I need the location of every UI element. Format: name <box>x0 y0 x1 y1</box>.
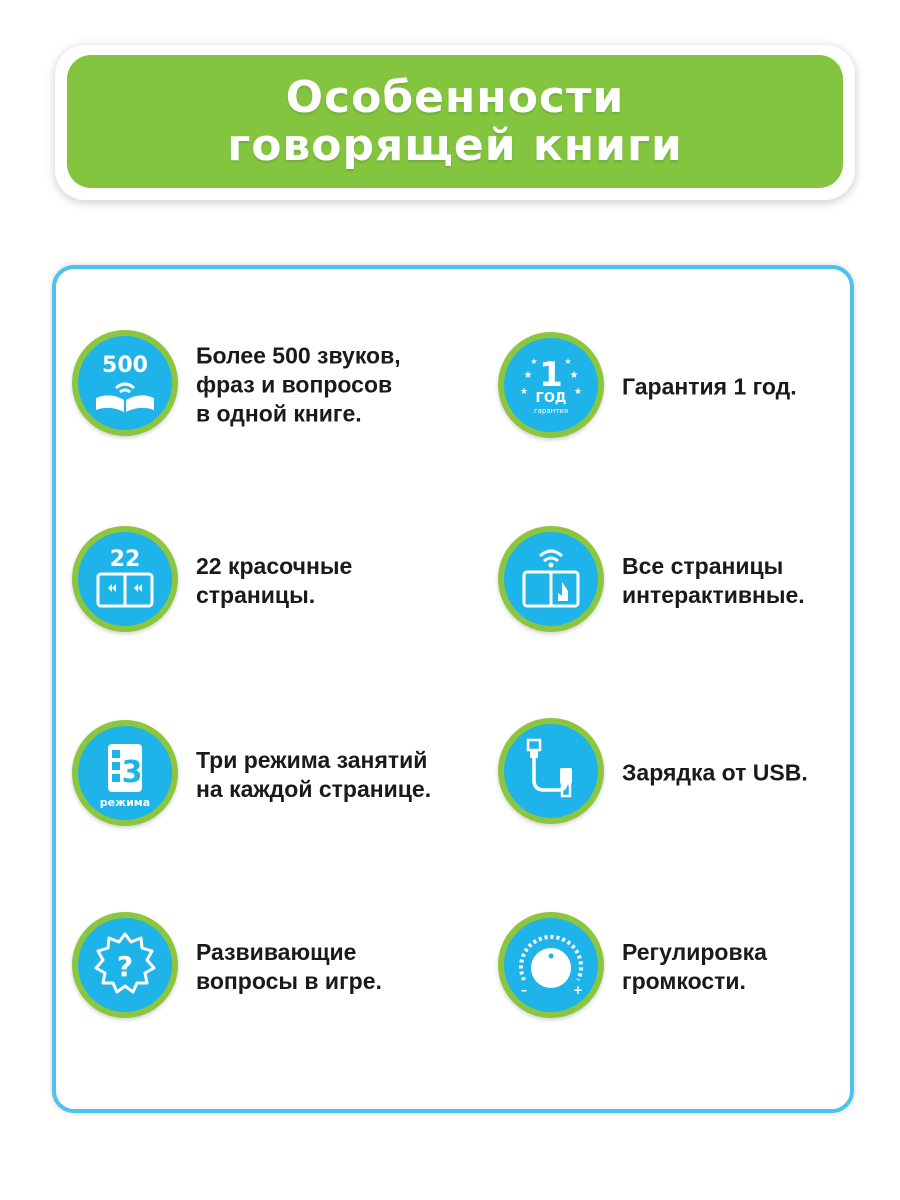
feature-text: Более 500 звуков, фраз и вопросов в одной книге. <box>196 342 401 427</box>
feature-text: Развивающие вопросы в игре. <box>196 939 382 994</box>
svg-text:★: ★ <box>530 357 538 366</box>
feature-volume <box>498 912 878 1022</box>
pages-icon <box>72 526 178 632</box>
feature-text: Зарядка от USB. <box>622 759 808 786</box>
svg-text:?: ? <box>116 950 134 983</box>
feature-warranty <box>498 332 878 442</box>
header-banner <box>67 55 843 188</box>
modes-word: режима <box>99 796 151 809</box>
book-sound-icon <box>72 330 178 436</box>
header-banner-frame <box>55 45 855 200</box>
feature-modes <box>72 720 452 830</box>
svg-text:★: ★ <box>519 387 529 397</box>
feature-text: Гарантия 1 год. <box>622 373 797 400</box>
svg-text:★: ★ <box>569 370 579 381</box>
usb-icon <box>498 718 604 824</box>
sounds-number: 500 <box>102 353 148 378</box>
feature-text: 22 красочные страницы. <box>196 553 353 608</box>
feature-text: Три режима занятий на каждой странице. <box>196 747 432 802</box>
feature-questions <box>72 912 452 1022</box>
warranty-badge-icon <box>498 332 604 438</box>
warranty-word: гарантия <box>533 407 569 415</box>
page-title-line-2: говорящей книги <box>227 119 683 171</box>
svg-text:+: + <box>572 983 584 997</box>
page-title-line-1: Особенности <box>285 71 625 123</box>
modes-number: 3 <box>121 755 143 790</box>
feature-sounds <box>72 330 452 440</box>
volume-knob-icon <box>498 912 604 1018</box>
warranty-number: 1 <box>539 355 563 395</box>
modes-icon <box>72 720 178 826</box>
feature-interactive <box>498 526 878 636</box>
feature-text: Все страницы интерактивные. <box>622 553 805 608</box>
pages-number: 22 <box>109 547 141 572</box>
warranty-unit: ГОД <box>535 391 567 406</box>
svg-text:–: – <box>521 983 527 997</box>
svg-text:★: ★ <box>523 370 533 381</box>
feature-pages <box>72 526 452 636</box>
svg-text:★: ★ <box>573 387 583 397</box>
question-icon <box>72 912 178 1018</box>
touch-page-icon <box>498 526 604 632</box>
feature-usb <box>498 718 878 828</box>
feature-text: Регулировка громкости. <box>622 939 767 994</box>
svg-text:★: ★ <box>564 357 572 366</box>
